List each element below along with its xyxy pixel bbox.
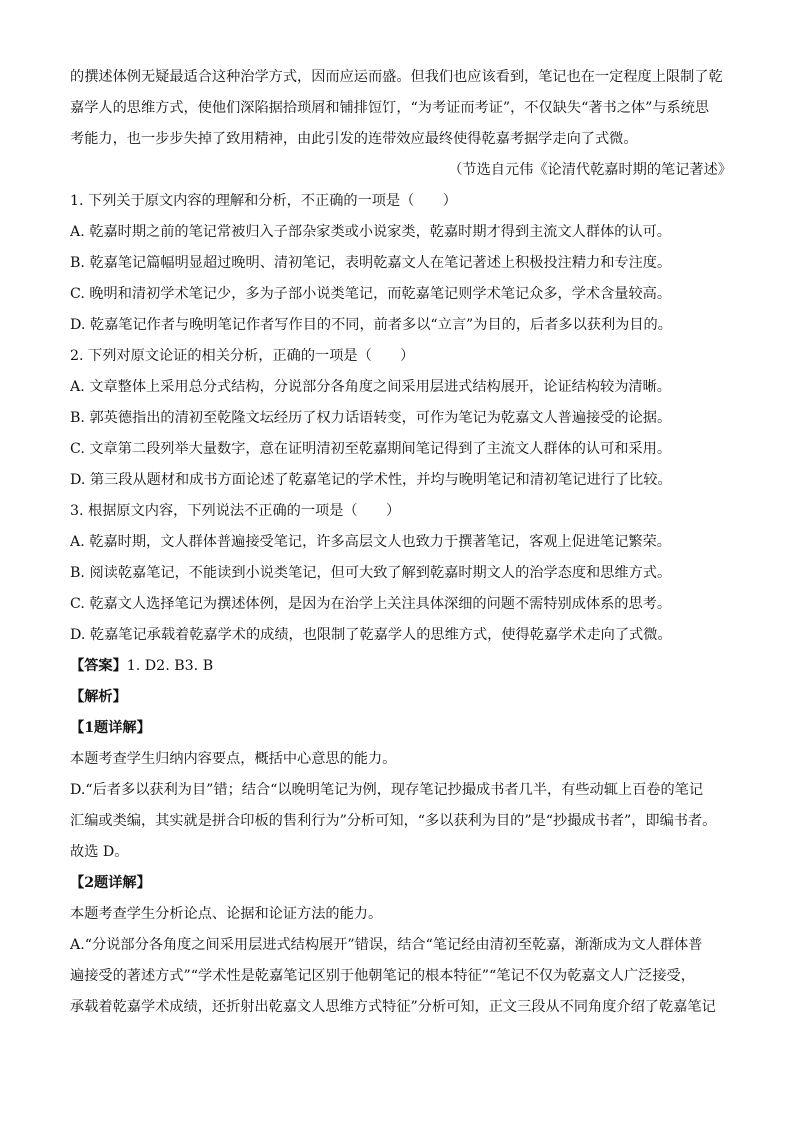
text-line: 遍接受的著述方式”“学术性是乾嘉笔记区别于他朝笔记的根本特征”“笔记不仅为乾嘉文人广泛接受， (70, 968, 695, 984)
question-stem: 2. 下列对原文论证的相关分析，正确的一项是（ ） (70, 348, 415, 364)
option-a: A. 乾嘉时期，文人群体普遍接受笔记，许多高层文人也致力于撰著笔记，客观上促进笔记繁荣。 (70, 534, 671, 550)
detail-title: 【2题详解】 (70, 875, 151, 891)
text-line: 故选 D。 (70, 844, 129, 860)
question-stem: 3. 根据原文内容，下列说法不正确的一项是（ ） (70, 503, 401, 519)
answer-text: 1. D2. B3. B (126, 658, 214, 674)
detail-2 (70, 868, 732, 1023)
text-line: 本题考查学生归纳内容要点，概括中心意思的能力。 (70, 751, 397, 767)
option-d: D. 乾嘉笔记承载着乾嘉学术的成绩，也限制了乾嘉学人的思维方式，使得乾嘉学术走向了式微。 (70, 627, 672, 643)
analysis-label: 【解析】 (70, 689, 127, 705)
answer-label: 【答案】 (70, 658, 127, 674)
text-line: A.“分说部分各角度之间采用层进式结构展开”错误，结合“笔记经由清初至乾嘉，渐渐成为文人群体普 (70, 937, 703, 953)
option-d: D. 乾嘉笔记作者与晚明笔记作者写作目的不同，前者多以“立言”为目的，后者多以获利为目的。 (70, 317, 672, 333)
text-line: D.“后者多以获利为目”错；结合“以晚明笔记为例，现存笔记抄撮成书者几半，有些动辄上百卷的笔记 (70, 782, 704, 798)
option-b: B. 乾嘉笔记篇幅明显超过晚明、清初笔记，表明乾嘉文人在笔记著述上积极投注精力和专注度。 (70, 255, 672, 271)
option-c: C. 乾嘉文人选择笔记为撰述体例，是因为在治学上关注具体深细的问题不需特别成体系的思考。 (70, 596, 672, 612)
intro-paragraph (70, 62, 732, 155)
question-stem: 1. 下列关于原文内容的理解和分析，不正确的一项是（ ） (70, 193, 457, 209)
question-3 (70, 496, 732, 651)
question-1 (70, 186, 732, 341)
answer-line (70, 651, 732, 682)
text-line: 汇编或类编，其实就是拼合印板的售利行为”分析可知，“多以获利为目的”是“抄撮成书者”，即编书者。 (70, 813, 717, 829)
option-a: A. 乾嘉时期之前的笔记常被归入子部杂家类或小说家类，乾嘉时期才得到主流文人群体的认可。 (70, 224, 671, 240)
detail-1 (70, 713, 732, 868)
option-a: A. 文章整体上采用总分式结构，分说部分各角度之间采用层进式结构展开，论证结构较为清晰。 (70, 379, 671, 395)
text-line: 的撰述体例无疑最适合这种治学方式，因而应运而盛。但我们也应该看到，笔记也在一定程度上限制了乾 (70, 69, 723, 85)
question-2 (70, 341, 732, 496)
detail-title: 【1题详解】 (70, 720, 151, 736)
option-d: D. 第三段从题材和成书方面论述了乾嘉笔记的学术性，并均与晚明笔记和清初笔记进行了比较。 (70, 472, 672, 488)
option-b: B. 阅读乾嘉笔记，不能读到小说类笔记，但可大致了解到乾嘉时期文人的治学态度和思维方式。 (70, 565, 672, 581)
text-line: 考能力，也一步步失掉了致用精神，由此引发的连带效应最终使得乾嘉考据学走向了式微。 (70, 131, 638, 147)
document-page (70, 62, 732, 1023)
text-line: 嘉学人的思维方式，使他们深陷据拾琐屑和铺排饾饤，“为考证而考证”，不仅缺失“著书之体”与系统思 (70, 100, 710, 116)
option-b: B. 郭英德指出的清初至乾隆文坛经历了权力话语转变，可作为笔记为乾嘉文人普遍接受的论据。 (70, 410, 672, 426)
option-c: C. 晚明和清初学术笔记少，多为子部小说类笔记，而乾嘉笔记则学术笔记众多，学术含量较高。 (70, 286, 672, 302)
text-line: 本题考查学生分析论点、论据和论证方法的能力。 (70, 906, 383, 922)
option-c: C. 文章第二段列举大量数字，意在证明清初至乾嘉期间笔记得到了主流文人群体的认可和采用。 (70, 441, 672, 457)
text-line: 承载着乾嘉学术成绩，还折射出乾嘉文人思维方式特征”分析可知，正文三段从不同角度介绍了乾嘉笔记 (70, 999, 716, 1015)
source-citation: （节选自元伟《论清代乾嘉时期的笔记著述》 (448, 162, 732, 178)
